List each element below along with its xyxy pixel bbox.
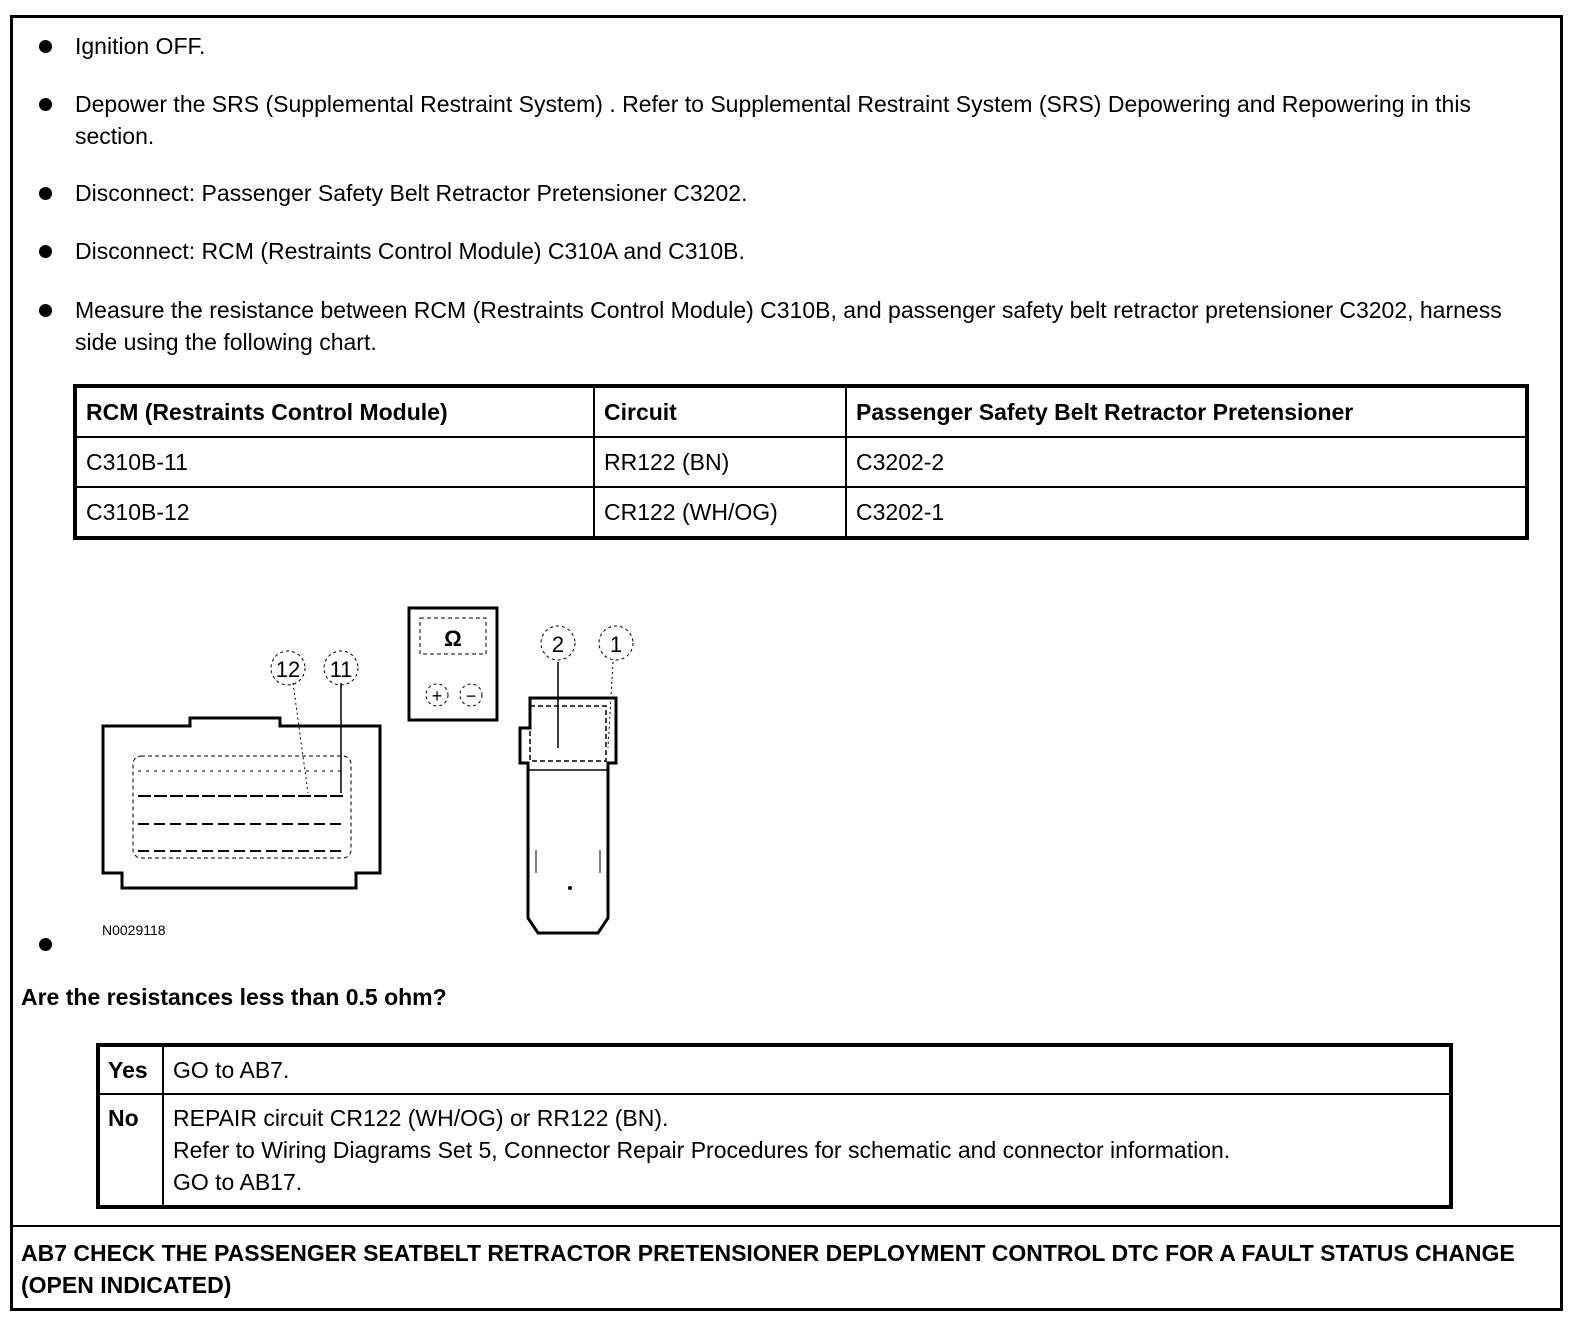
- connector-diagram: [98, 588, 658, 948]
- answer-row-yes: [98, 1045, 1451, 1094]
- bullet-icon: [39, 187, 52, 200]
- bullet-icon: [39, 40, 52, 53]
- step-text: Measure the resistance between RCM (Restraints Control Module) C310B, and passenger safety belt retractor pretensioner C3202, harness side using the following chart.: [75, 297, 1502, 355]
- table-header-row: [75, 386, 1527, 437]
- step-item: [75, 235, 1550, 267]
- table-cell: C310B-11: [75, 437, 594, 487]
- step-text: Depower the SRS (Supplemental Restraint System) . Refer to Supplemental Restraint System (SRS) Depowering and Repowering in this section.: [75, 91, 1471, 149]
- answer-row-no: [98, 1094, 1451, 1207]
- table-cell: RR122 (BN): [594, 437, 846, 487]
- table-row: [75, 487, 1527, 538]
- step-body: [13, 18, 1560, 1225]
- bullet-icon: [39, 304, 52, 317]
- procedure-frame: [10, 15, 1563, 1311]
- answer-line: GO to AB17.: [173, 1169, 303, 1195]
- pretensioner-connector: [520, 662, 616, 933]
- pin-12-label: 12: [275, 657, 301, 682]
- answer-table: [96, 1043, 1453, 1209]
- pin-2-label: 2: [551, 632, 565, 657]
- bullet-icon: [39, 98, 52, 111]
- step-item: [75, 294, 1550, 358]
- column-header: Circuit: [594, 386, 846, 437]
- table-cell: CR122 (WH/OG): [594, 487, 846, 538]
- table-cell: C3202-1: [846, 487, 1527, 538]
- next-step-heading: [13, 1225, 1560, 1308]
- step-text: Ignition OFF.: [75, 33, 206, 59]
- rcm-connector: [103, 683, 380, 888]
- step-item: [75, 177, 1550, 209]
- bullet-icon: [39, 938, 52, 951]
- step-item: [75, 30, 1550, 62]
- answer-line: GO to AB7.: [173, 1057, 290, 1083]
- question-text: Are the resistances less than 0.5 ohm?: [21, 984, 447, 1010]
- answer-line: REPAIR circuit CR122 (WH/OG) or RR122 (BN).: [173, 1105, 669, 1131]
- step-item: [75, 88, 1550, 152]
- step-text: Disconnect: RCM (Restraints Control Module) C310A and C310B.: [75, 238, 745, 264]
- meter-minus-label: −: [465, 686, 477, 706]
- pin-12-callout: [271, 651, 305, 685]
- bullet-icon: [39, 245, 52, 258]
- answer-key: Yes: [98, 1045, 163, 1094]
- pin-11-label: 11: [329, 657, 353, 682]
- answer-line: Refer to Wiring Diagrams Set 5, Connector Repair Procedures for schematic and connector information.: [173, 1137, 1231, 1163]
- figure-id: N0029118: [102, 922, 166, 938]
- table-cell: C310B-12: [75, 487, 594, 538]
- answer-key: No: [98, 1094, 163, 1207]
- step-text: Disconnect: Passenger Safety Belt Retractor Pretensioner C3202.: [75, 180, 748, 206]
- answer-text: [163, 1094, 1451, 1207]
- answer-text: [163, 1045, 1451, 1094]
- ohm-symbol: Ω: [444, 626, 462, 651]
- column-header: RCM (Restraints Control Module): [75, 386, 594, 437]
- ohmmeter-icon: [409, 608, 497, 720]
- pin-2-callout: [541, 626, 575, 660]
- pin-1-label: 1: [609, 632, 623, 657]
- meter-plus-label: +: [431, 686, 443, 706]
- pin-table: [73, 384, 1529, 540]
- pin-11-callout: [324, 651, 358, 685]
- table-row: [75, 437, 1527, 487]
- table-cell: C3202-2: [846, 437, 1527, 487]
- column-header: Passenger Safety Belt Retractor Pretensioner: [846, 386, 1527, 437]
- pin-1-callout: [599, 626, 633, 660]
- next-step-title: AB7 CHECK THE PASSENGER SEATBELT RETRACTOR PRETENSIONER DEPLOYMENT CONTROL DTC FOR A FAULT STATUS CHANGE (OPEN INDICATED): [21, 1240, 1515, 1298]
